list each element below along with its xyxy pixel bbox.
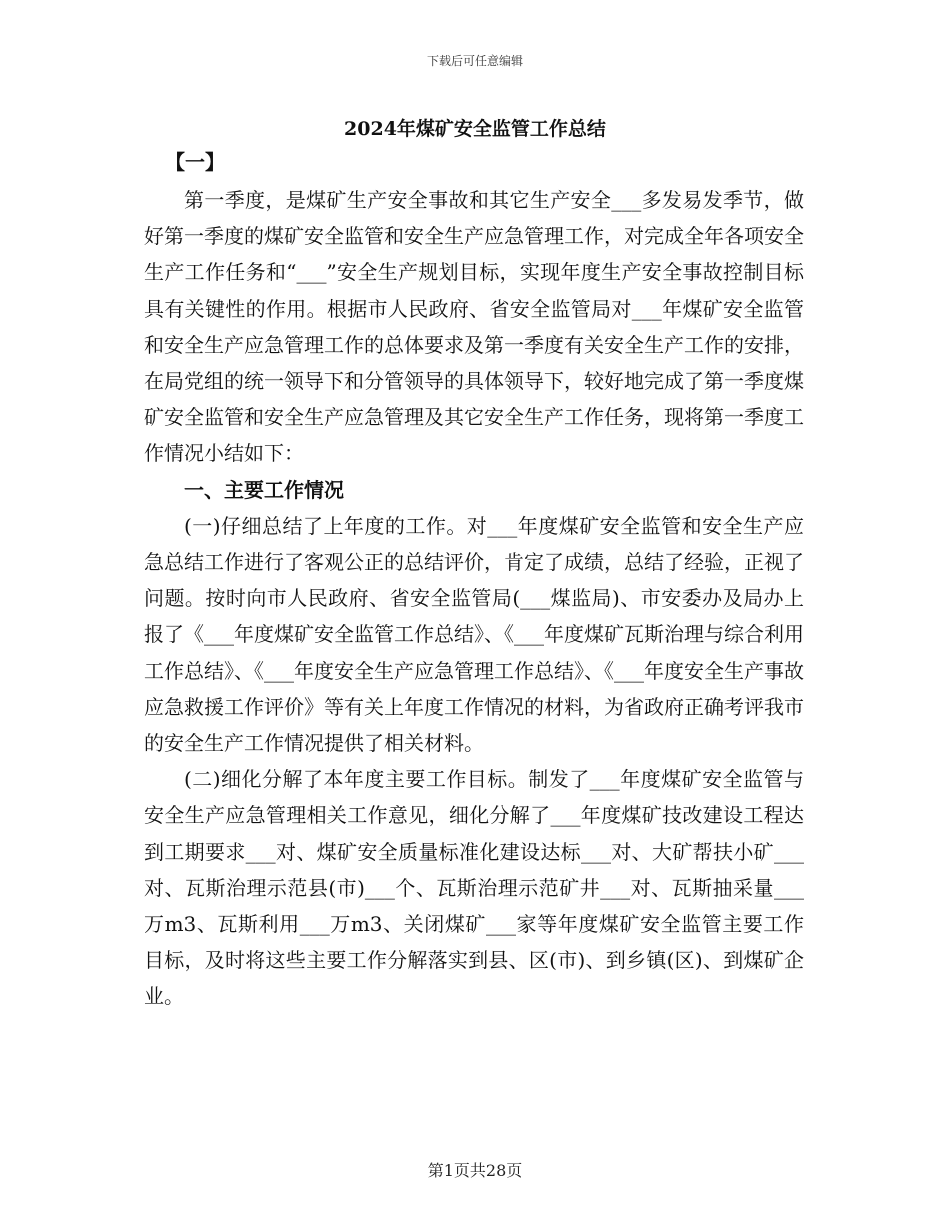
section-heading: 一、主要工作情况 — [184, 477, 344, 502]
paragraph-review: (一)仔细总结了上年度的工作。对___年度煤矿安全监管和安全生产应急总结工作进行了客观公正的总结评价，肯定了成绩，总结了经验，正视了问题。按时向市人民政府、省安全监管局(___煤监局)、市安委办及局办上报了《___年度煤矿安全监管工作总结》、《___年度煤矿瓦斯治理与综合利用工作总结》、《___年度安全生产应急管理工作总结》、《___年度安全生产事故应急救援工作评价》等有关上年度工作情况的材料，为省政府正确考评我市的安全生产工作情况提供了相关材料。 — [144, 513, 804, 756]
document-body — [144, 182, 804, 1015]
intro-paragraph: 第一季度，是煤矿生产安全事故和其它生产安全___多发易发季节，做好第一季度的煤矿安全监管和安全生产应急管理工作，对完成全年各项安全生产工作任务和“___”安全生产规划目标，实现年度生产安全事故控制目标具有关键性的作用。根据市人民政府、省安全监管局对___年煤矿安全监管和安全生产应急管理工作的总体要求及第一季度有关安全生产工作的安排，在局党组的统一领导下和分管领导的具体领导下，较好地完成了第一季度煤矿安全监管和安全生产应急管理及其它安全生产工作任务，现将第一季度工作情况小结如下： — [144, 188, 804, 466]
section-marker: 【一】 — [165, 150, 225, 174]
paragraph-targets: (二)细化分解了本年度主要工作目标。制发了___年度煤矿安全监管与安全生产应急管理相关工作意见，细化分解了___年度煤矿技改建设工程达到工期要求___对、煤矿安全质量标准化建设达标___对、大矿帮扶小矿___对、瓦斯治理示范县(市)___个、瓦斯治理示范矿井___对、瓦斯抽采量___万m3、瓦斯利用___万m3、关闭煤矿___家等年度煤矿安全监管主要工作目标，及时将这些主要工作分解落实到县、区(市)、到乡镇(区)、到煤矿企业。 — [144, 767, 804, 1009]
page-header-note: 下载后可任意编辑 — [426, 54, 523, 68]
page-number-footer: 第1页共28页 — [427, 1161, 523, 1180]
document-title: 2024年煤矿安全监管工作总结 — [344, 118, 606, 140]
